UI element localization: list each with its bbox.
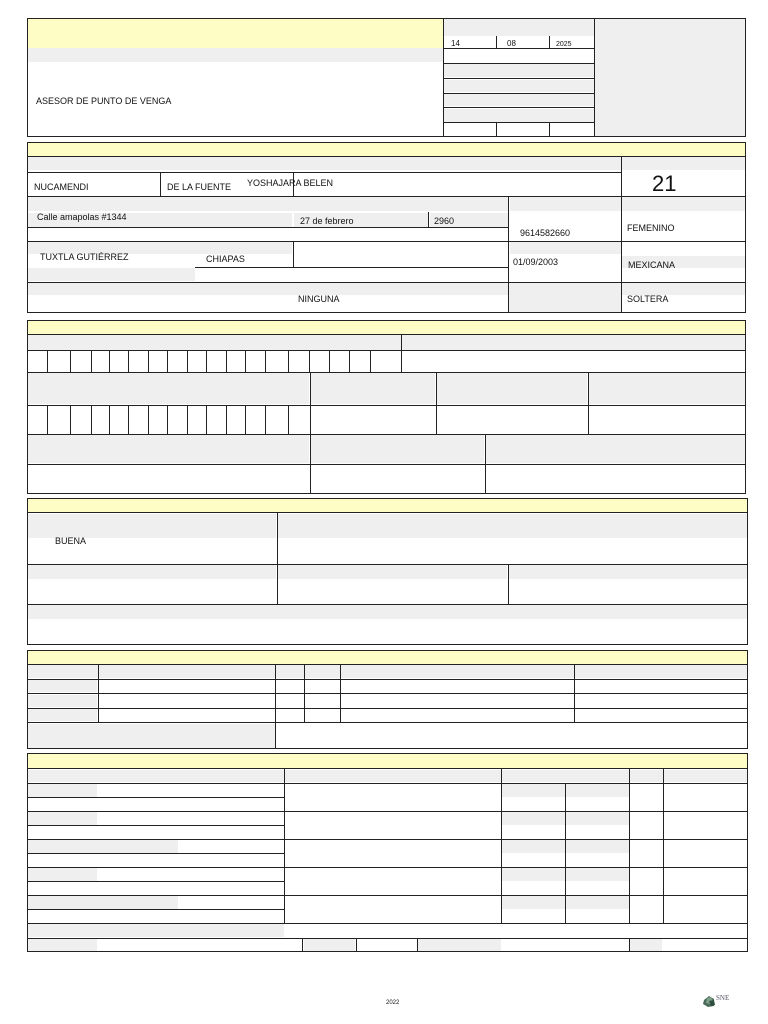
health-status-value: BUENA <box>55 536 87 546</box>
phone-number: 9614582660 <box>520 228 571 238</box>
dependents-value: NINGUNA <box>298 294 340 304</box>
sne-logo <box>702 993 736 1009</box>
sex-value: FEMENINO <box>627 223 675 233</box>
date-year: 2025 <box>556 41 572 48</box>
postal-code: 2960 <box>434 216 455 226</box>
state-value: CHIAPAS <box>206 254 245 264</box>
birth-date: 01/09/2003 <box>513 257 559 267</box>
given-names: YOSHAJARA BELEN <box>247 178 334 188</box>
date-day: 14 <box>451 39 460 48</box>
marital-status: SOLTERA <box>627 294 669 304</box>
street-address: Calle amapolas #1344 <box>37 212 127 222</box>
sne-logo-text: SNE <box>716 994 730 1002</box>
health-section-box <box>27 498 748 645</box>
documents-section-box <box>27 320 746 494</box>
neighborhood: 27 de febrero <box>300 216 354 226</box>
date-month: 08 <box>507 39 516 48</box>
footer-year: 2022 <box>386 1000 400 1006</box>
city-value: TUXTLA GUTIÉRREZ <box>40 252 129 262</box>
position-value: ASESOR DE PUNTO DE VENGA <box>36 96 172 106</box>
nationality-value: MEXICANA <box>628 260 676 270</box>
header-box <box>27 18 746 137</box>
age-value: 21 <box>652 171 677 196</box>
maternal-surname: DE LA FUENTE <box>167 182 232 192</box>
paternal-surname: NUCAMENDI <box>34 182 89 192</box>
